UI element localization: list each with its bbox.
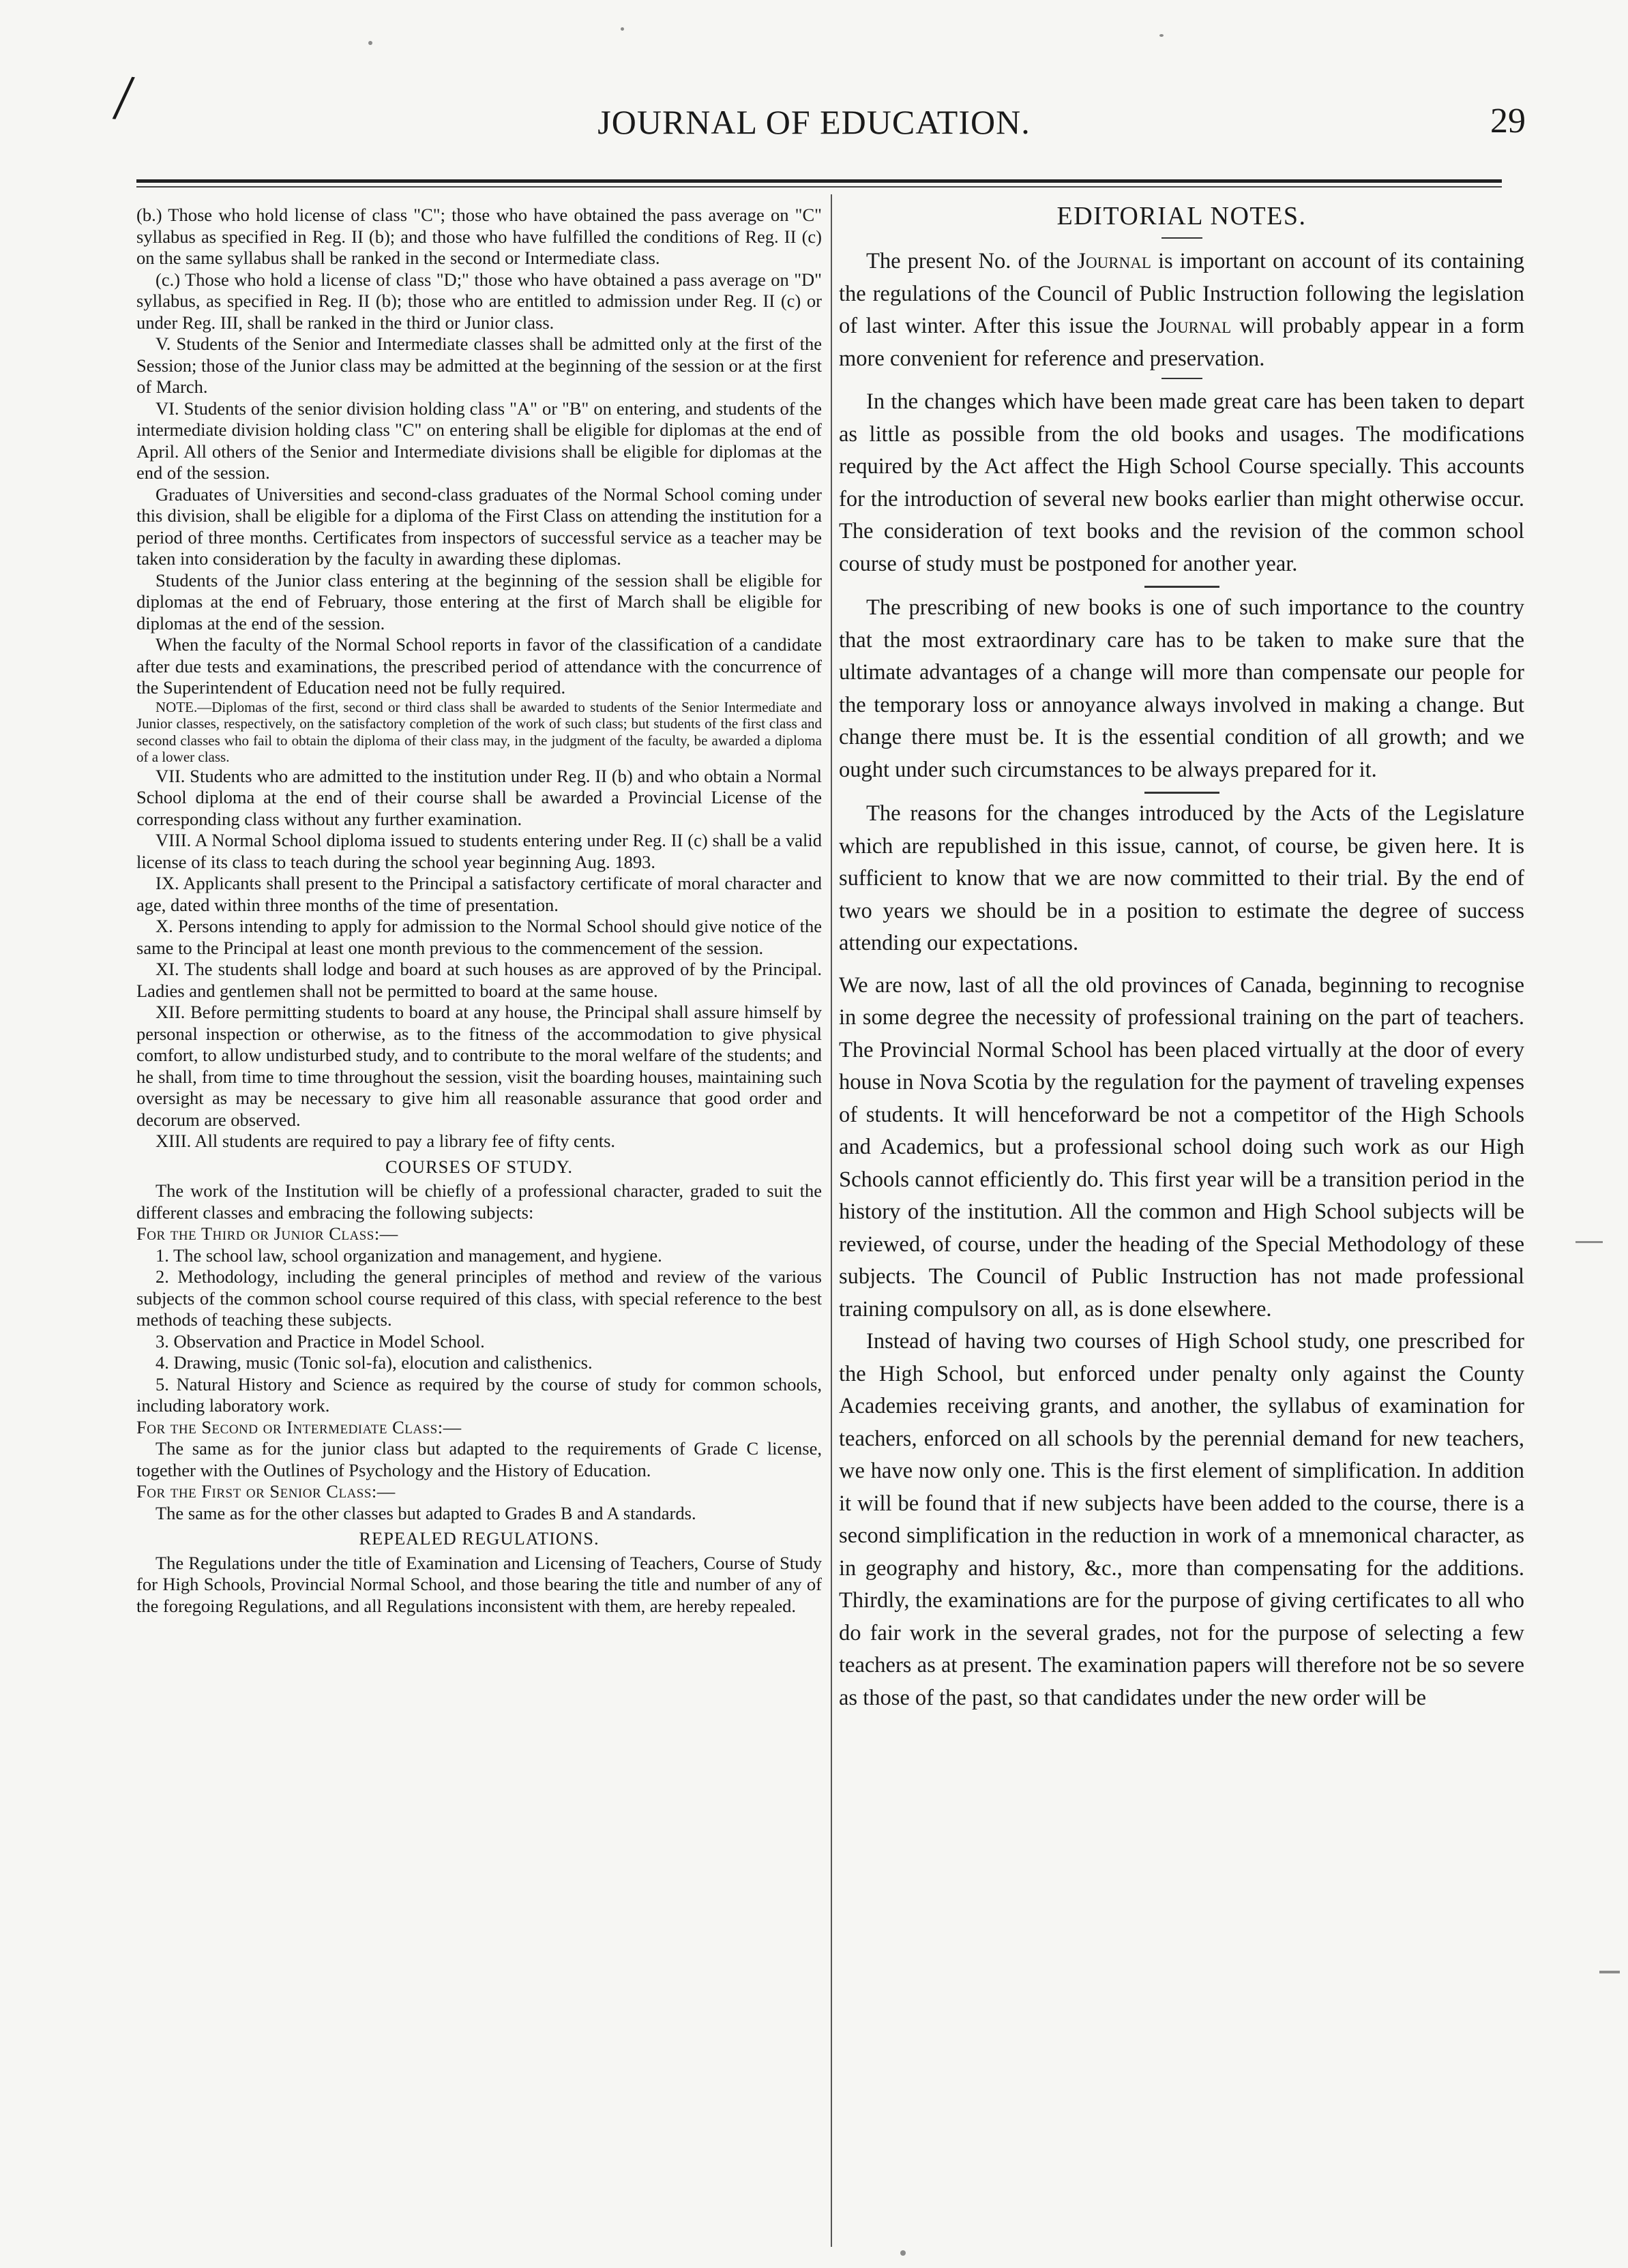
running-head: JOURNAL OF EDUCATION. xyxy=(597,103,1031,141)
editorial-paragraph: The present No. of the Journal is important on account of its containing the regulations of the Council of Public Instruction following the legislation of last winter. After this issue the Journal will probably appear in a form more convenient for reference and preservation. xyxy=(839,249,1524,371)
section-separator xyxy=(1161,378,1202,379)
section-separator xyxy=(1144,586,1219,588)
regulation-paragraph: VIII. A Normal School diploma issued to students entering under Reg. II (c) shall be a valid license of its class to teach during the school year beginning Aug. 1893. xyxy=(136,830,822,872)
class-subheading: For the First or Senior Class:— xyxy=(136,1481,396,1502)
section-separator xyxy=(1144,792,1219,794)
regulation-paragraph: 2. Methodology, including the general principles of method and review of the various subjects of the common school course required of this class, with special reference to the best methods of teaching these subjects. xyxy=(136,1266,822,1330)
section-heading: REPEALED REGULATIONS. xyxy=(359,1528,600,1549)
editorial-notes-title: EDITORIAL NOTES. xyxy=(1056,202,1307,230)
regulation-paragraph: When the faculty of the Normal School reports in favor of the classification of a candidate after due tests and examinations, the prescribed period of attendance with the concurrence of the Superintendent of Education need not be fully required. xyxy=(136,634,822,698)
editorial-paragraph: In the changes which have been made great care has been taken to depart as little as possible from the old books and usages. The modifications required by the Act affect the High School Course specially. This accounts for the introduction of several new books earlier than might otherwise occur. The consideration of text books and the revision of the common school course of study must be postponed for another year. xyxy=(839,389,1524,576)
regulation-paragraph: (b.) Those who hold license of class "C"; those who have obtained the pass average on "C" syllabus as specified in Reg. II (b); and those who have fulfilled the conditions of Reg. II (c) on the same syllabus shall be ranked in the second or Intermediate class. xyxy=(136,205,822,268)
regulation-paragraph: (c.) Those who hold a license of class "D;" those who have obtained a pass average on "D" syllabus, as specified in Reg. II (b); those who are entitled to admission under Reg. II (c) or under Reg. III, shall be ranked in the third or Junior class. xyxy=(136,269,822,333)
regulation-paragraph: VI. Students of the senior division holding class "A" or "B" on entering, and students of the intermediate division holding class "C" on entering shall be eligible for diplomas at the end of April. All others of the Senior and Intermediate divisions shall be eligible for diplomas at the end of the session. xyxy=(136,398,822,483)
regulations-column xyxy=(136,205,822,1617)
regulation-paragraph: The Regulations under the title of Examination and Licensing of Teachers, Course of Study for High Schools, Provincial Normal School, and those bearing the title and number of any of the foregoing Regulations, and all Regulations inconsistent with them, are hereby repealed. xyxy=(136,1552,822,1616)
class-subheading: For the Third or Junior Class:— xyxy=(136,1223,398,1244)
header-rule-thin xyxy=(136,186,1502,188)
editorial-paragraph: The prescribing of new books is one of such importance to the country that the most extraordinary care has to be taken to make sure that the ultimate advantages of a change will more than compensate our people for the temporary loss or annoyance always involved in making a change. But change there must be. It is the essential condition of all growth; and we ought under such circumstances to be always prepared for it. xyxy=(839,595,1524,782)
regulation-note: NOTE.—Diplomas of the first, second or third class shall be awarded to students of the Senior Intermediate and Junior classes, respectively, on the satisfactory completion of the work of such class; but students of the first class and second classes who fail to obtain the diploma of their class may, in the judgment of the faculty, be awarded a diploma of a lower class. xyxy=(136,698,822,765)
scan-speck xyxy=(1575,1241,1603,1243)
regulation-paragraph: 1. The school law, school organization and management, and hygiene. xyxy=(156,1244,662,1266)
journal-name: Journal xyxy=(1077,249,1151,273)
regulation-paragraph: Students of the Junior class entering at the beginning of the session shall be eligible for diplomas at the end of February, those entering at the first of March shall be eligible for diplomas at the end of the session. xyxy=(136,569,822,633)
regulation-paragraph: IX. Applicants shall present to the Principal a satisfactory certificate of moral character and age, dated within three months of the time of presentation. xyxy=(136,873,822,915)
regulation-paragraph: The same as for the other classes but adapted to Grades B and A standards. xyxy=(156,1502,696,1523)
margin-mark: / xyxy=(110,59,137,135)
regulation-paragraph: The work of the Institution will be chiefly of a professional character, graded to suit the different classes and embracing the following subjects: xyxy=(136,1180,822,1223)
scan-speck xyxy=(368,41,372,45)
editorial-paragraph: We are now, last of all the old provinces of Canada, beginning to recognise in some degree the necessity of professional training on the part of teachers. The Provincial Normal School has been placed virtually at the door of every house in Nova Scotia by the regulation for the payment of traveling expenses of students. It will henceforward be not a competitor of the High Schools and Academics, but a professional school doing such work as our High Schools cannot efficiently do. This first year will be a transition period in the history of the institution. All the common and High School subjects will be reviewed, of course, under the heading of the Special Methodology of these subjects. The Council of Public Instruction has not made professional training compulsory on all, as is done elsewhere. xyxy=(839,972,1524,1322)
scan-speck xyxy=(900,2250,906,2256)
regulation-paragraph: XI. The students shall lodge and board at such houses as are approved of by the Principal. Ladies and gentlemen shall not be permitted to board at the same house. xyxy=(136,959,822,1001)
regulation-paragraph: 4. Drawing, music (Tonic sol-fa), elocution and calisthenics. xyxy=(156,1352,593,1373)
page-number: 29 xyxy=(1490,102,1526,140)
class-subheading: For the Second or Intermediate Class:— xyxy=(136,1416,462,1437)
regulation-paragraph: XIII. All students are required to pay a library fee of fifty cents. xyxy=(156,1131,616,1151)
section-heading: COURSES OF STUDY. xyxy=(385,1156,573,1177)
journal-name: Journal xyxy=(1157,314,1232,338)
regulation-paragraph: X. Persons intending to apply for admission to the Normal School should give notice of the same to the Principal at least one month previous to the commencement of the session. xyxy=(136,916,822,958)
scan-speck xyxy=(1159,34,1164,37)
regulation-paragraph: V. Students of the Senior and Intermediate classes shall be admitted only at the first of the Session; those of the Junior class may be admitted at the beginning of the session or at the first of March. xyxy=(136,333,822,397)
editorial-notes-column xyxy=(839,198,1524,1714)
regulation-paragraph: VII. Students who are admitted to the institution under Reg. II (b) and who obtain a Normal School diploma at the end of their course shall be awarded a Provincial License of the corresponding class without any further examination. xyxy=(136,765,822,829)
column-divider xyxy=(831,194,832,2247)
scan-speck xyxy=(1599,1971,1620,1973)
regulation-paragraph: XII. Before permitting students to board at any house, the Principal shall assure himself by personal inspection or otherwise, as to the fitness of the accommodation to give physical comfort, to allow undisturbed study, and to contribute to the moral welfare of the students; and he shall, from time to time throughout the session, visit the boarding houses, maintaining such oversight as may be necessary to give him all reasonable assurance that good order and decorum are observed. xyxy=(136,1002,822,1130)
header-rule xyxy=(136,179,1502,183)
scan-speck xyxy=(621,27,624,31)
regulation-paragraph: The same as for the junior class but adapted to the requirements of Grade C license, together with the Outlines of Psychology and the History of Education. xyxy=(136,1438,822,1480)
editorial-paragraph: The reasons for the changes introduced by the Acts of the Legislature which are republished in this issue, cannot, of course, be given here. It is sufficient to know that we are now committed to their trial. By the end of two years we should be in a position to estimate the degree of success attending our expectations. xyxy=(839,801,1524,955)
editorial-paragraph: Instead of having two courses of High School study, one prescribed for the High School, but enforced under penalty only against the County Academies receiving grants, and another, the syllabus of examination for teachers, enforced on all schools by the perennial demand for new teachers, we have now only one. This is the first element of simplification. In addition it will be found that if new subjects have been added to the course, there is a second simplification in the reduction in work of a mnemonical character, as in geography and history, &c., more than compensating for the additions. Thirdly, the examinations are for the purpose of giving certificates to all who do fair work in the several grades, not for the purpose of selecting a few teachers as at present. The examination papers will therefore not be so severe as those of the past, so that candidates under the new order will be xyxy=(839,1329,1524,1710)
regulation-paragraph: Graduates of Universities and second-class graduates of the Normal School coming under this division, shall be eligible for a diploma of the First Class on attending the institution for a period of three months. Certificates from inspectors of successful service as a teacher may be taken into consideration by the faculty in awarding these diplomas. xyxy=(136,483,822,569)
section-separator xyxy=(1161,237,1202,239)
regulation-paragraph: 3. Observation and Practice in Model School. xyxy=(156,1330,485,1352)
paragraph-gap xyxy=(839,960,1524,970)
regulation-paragraph: 5. Natural History and Science as required by the course of study for common schools, including laboratory work. xyxy=(136,1373,822,1416)
